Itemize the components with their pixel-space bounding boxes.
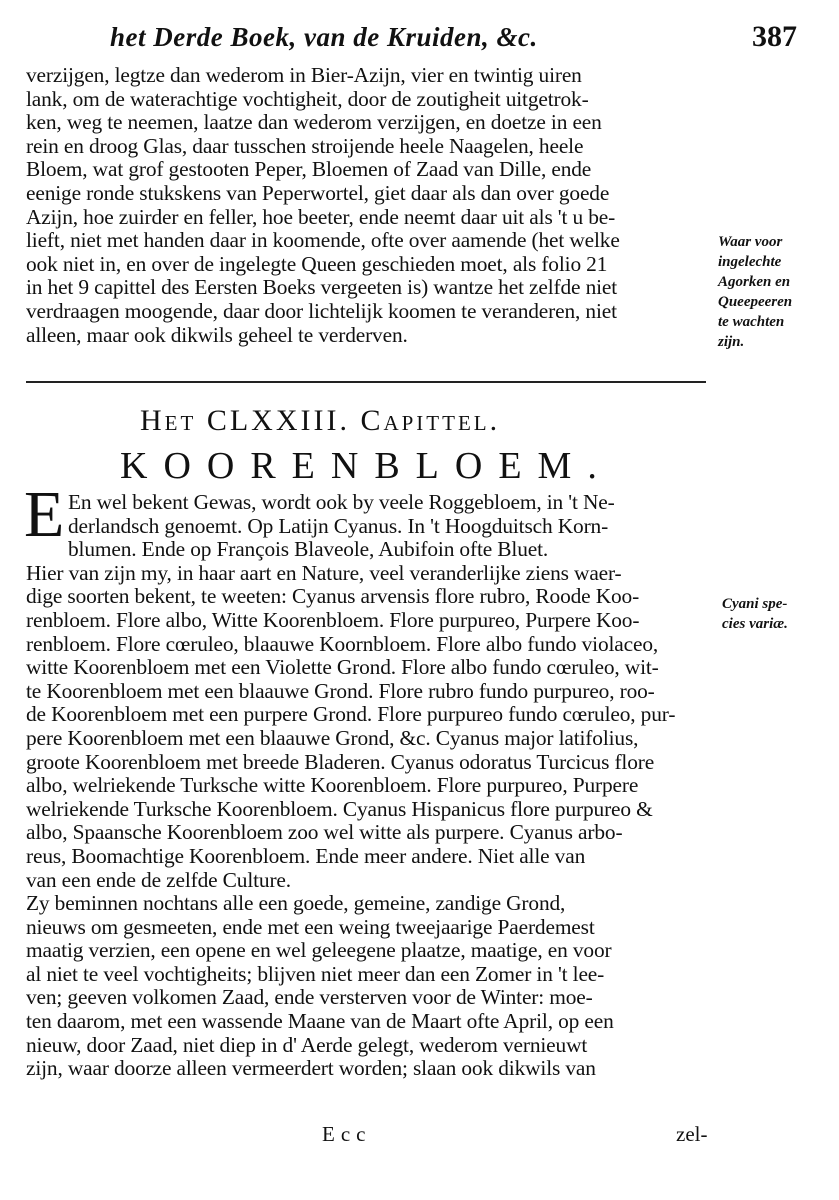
text-line: van een ende de zelfde Culture. bbox=[26, 867, 291, 892]
margin-note-line: Queepeeren bbox=[718, 294, 793, 310]
text-line: Azijn, hoe zuirder en feller, hoe beeter, ende neemt daar uit als 't u be- bbox=[26, 204, 616, 229]
text-line: lieft, niet met handen daar in koomende, ofte over aamende (het welke bbox=[26, 228, 620, 253]
text-line: verdraagen moogende, daar door lichtelijk koomen te veranderen, niet bbox=[26, 298, 617, 323]
text-line: te Koorenbloem met een blaauwe Grond. Flore rubro fundo purpureo, roo- bbox=[26, 678, 655, 703]
text-line: de Koorenbloem met een purpere Grond. Flore purpureo fundo cœruleo, pur- bbox=[26, 702, 676, 727]
margin-note-line: zijn. bbox=[718, 334, 745, 350]
section-divider bbox=[26, 381, 706, 383]
text-line: Hier van zijn my, in haar aart en Nature, veel veranderlijke ziens waer- bbox=[26, 560, 622, 585]
text-line: En wel bekent Gewas, wordt ook by veele Roggebloem, in 't Ne- bbox=[68, 490, 615, 514]
text-line: zijn, waar doorze alleen vermeerdert worden; slaan ook dikwils van bbox=[26, 1056, 596, 1081]
margin-note-line: Agorken en bbox=[718, 274, 791, 290]
text-line: eenige ronde stukskens van Peperwortel, giet daar als dan over goede bbox=[26, 180, 610, 205]
text-line: witte Koorenbloem met een Violette Grond. Flore albo fundo cœruleo, wit- bbox=[26, 655, 659, 680]
catchword: zel- bbox=[676, 1122, 708, 1146]
main-text bbox=[26, 491, 716, 1081]
margin-note-pickling bbox=[718, 232, 792, 352]
text-line: in het 9 capittel des Eersten Boeks vergeeten is) wantze het zelfde niet bbox=[26, 275, 618, 300]
page-number: 387 bbox=[752, 20, 797, 53]
text-line: rein en droog Glas, daar tusschen stroijende heele Naagelen, heele bbox=[26, 133, 584, 158]
text-line: renbloem. Flore cœruleo, blaauwe Koornbloem. Flore albo fundo violaceo, bbox=[26, 631, 659, 656]
text-line: reus, Boomachtige Koorenbloem. Ende meer andere. Niet alle van bbox=[26, 843, 586, 868]
text-line: lank, om de waterachtige vochtigheit, door de zoutigheit uitgetrok- bbox=[26, 86, 589, 111]
margin-note-line: te wachten bbox=[718, 314, 785, 330]
text-line: ken, weg te neemen, laatze dan wederom verzijgen, en doetze in een bbox=[26, 110, 602, 135]
text-line: renbloem. Flore albo, Witte Koorenbloem. Flore purpureo, Purpere Koo- bbox=[26, 607, 640, 632]
text-line: blumen. Ende op François Blaveole, Aubifoin ofte Bluet. bbox=[68, 537, 549, 562]
text-line: pere Koorenbloem met een blaauwe Grond, &c. Cyanus major latifolius, bbox=[26, 725, 639, 750]
margin-note-line: cies variæ. bbox=[722, 616, 788, 632]
text-line: ven; geeven volkomen Zaad, ende versterven voor de Winter: moe- bbox=[26, 985, 593, 1010]
running-head: het Derde Boek, van de Kruiden, &c. bbox=[110, 22, 538, 52]
signature-mark: Ecc bbox=[322, 1122, 372, 1146]
text-line: al niet te veel vochtigheits; blijven niet meer dan een Zomer in 't lee- bbox=[26, 961, 605, 986]
text-line: alleen, maar ook dikwils geheel te verderven. bbox=[26, 322, 408, 347]
text-line: ten daarom, met een wassende Maane van de Maart ofte April, op een bbox=[26, 1009, 614, 1034]
chapter-heading: Het CLXXIII. Capittel. bbox=[140, 404, 501, 437]
text-line: Zy beminnen nochtans alle een goede, gemeine, zandige Grond, bbox=[26, 891, 566, 916]
text-line: nieuw, door Zaad, niet diep in d' Aerde gelegt, wederom vernieuwt bbox=[26, 1032, 588, 1057]
text-line: maatig verzien, een opene en wel geleegene plaatze, maatige, en voor bbox=[26, 938, 612, 963]
text-line: groote Koorenbloem met breede Bladeren. Cyanus odoratus Turcicus flore bbox=[26, 749, 655, 774]
text-line: welriekende Turksche Koorenbloem. Cyanus Hispanicus flore purpureo & bbox=[26, 796, 653, 821]
margin-note-line: Waar voor bbox=[718, 234, 783, 250]
text-line: Bloem, wat grof gestooten Peper, Bloemen of Zaad van Dille, ende bbox=[26, 157, 592, 182]
drop-cap: E bbox=[24, 478, 65, 551]
text-line: ook niet in, en over de ingelegte Queen geschieden moet, als folio 21 bbox=[26, 251, 608, 276]
text-line: albo, welriekende Turksche witte Koorenbloem. Flore purpureo, Purpere bbox=[26, 773, 639, 798]
margin-note-species bbox=[722, 594, 788, 634]
margin-note-line: ingelechte bbox=[718, 254, 782, 270]
chapter-title: KOORENBLOEM. bbox=[120, 445, 613, 487]
text-line: nieuws om gesmeeten, ende met een weing tweejaarige Paerdemest bbox=[26, 914, 595, 939]
continuation-paragraph bbox=[26, 64, 716, 347]
margin-note-line: Cyani spe- bbox=[722, 596, 788, 612]
text-line: verzijgen, legtze dan wederom in Bier-Azijn, vier en twintig uiren bbox=[26, 63, 582, 87]
text-line: dige soorten bekent, te weeten: Cyanus arvensis flore rubro, Roode Koo- bbox=[26, 584, 640, 609]
text-line: derlandsch genoemt. Op Latijn Cyanus. In 't Hoogduitsch Korn- bbox=[68, 513, 609, 538]
text-line: albo, Spaansche Koorenbloem zoo wel witte als purpere. Cyanus arbo- bbox=[26, 820, 623, 845]
